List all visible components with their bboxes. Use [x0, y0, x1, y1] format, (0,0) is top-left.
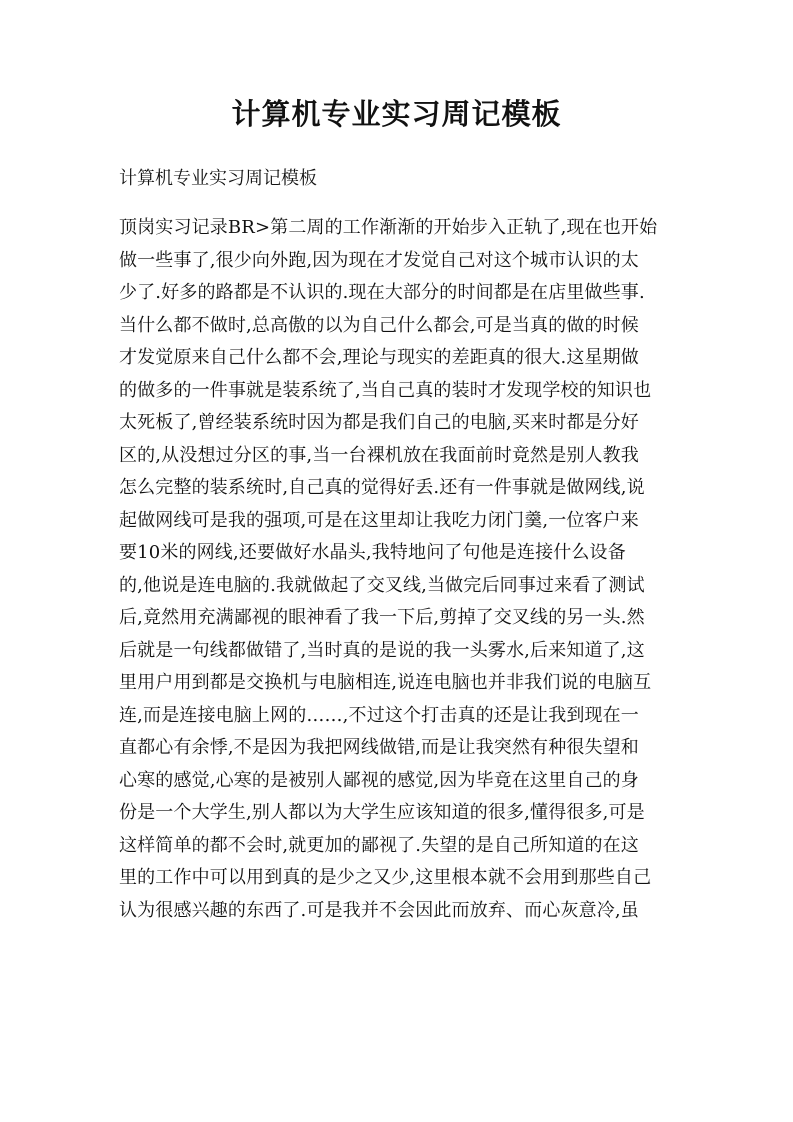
paragraph-line: 要10米的网线,还要做好水晶头,我特地问了句他是连接什么设备	[119, 542, 626, 563]
paragraph-line: 认为很感兴趣的东西了.可是我并不会因此而放弃、而心灰意冷,虽	[119, 899, 639, 921]
paragraph-line: 起做网线可是我的强项,可是在这里却让我吃力闭门羹,一位客户来	[119, 509, 639, 531]
paragraph-line: 后,竟然用充满鄙视的眼神看了我一下后,剪掉了交叉线的另一头.然	[119, 607, 645, 628]
paragraph-line: 心寒的感觉,心寒的是被别人鄙视的感觉,因为毕竟在这里自己的身	[119, 769, 639, 791]
paragraph-line: 做一些事了,很少向外跑,因为现在才发觉自己对这个城市认识的太	[119, 249, 639, 271]
document-subtitle: 计算机专业实习周记模板	[119, 168, 317, 189]
document-title: 计算机专业实习周记模板	[231, 97, 562, 131]
body-paragraph	[119, 212, 677, 927]
paragraph-line: 的,他说是连电脑的.我就做起了交叉线,当做完后同事过来看了测试	[119, 574, 645, 596]
paragraph-line: 份是一个大学生,别人都以为大学生应该知道的很多,懂得很多,可是	[119, 802, 645, 823]
paragraph-line: 怎么完整的装系统时,自己真的觉得好丢.还有一件事就是做网线,说	[119, 477, 645, 498]
paragraph-line: 连,而是连接电脑上网的……,不过这个打击真的还是让我到现在一	[119, 704, 639, 726]
paragraph-line: 太死板了,曾经装系统时因为都是我们自己的电脑,买来时都是分好	[119, 412, 639, 433]
paragraph-line: 后就是一句线都做错了,当时真的是说的我一头雾水,后来知道了,这	[119, 639, 645, 661]
paragraph-line: 的做多的一件事就是装系统了,当自己真的装时才发现学校的知识也	[119, 379, 652, 401]
paragraph-line: 才发觉原来自己什么都不会,理论与现实的差距真的很大.这星期做	[119, 347, 639, 368]
paragraph-line: 里的工作中可以用到真的是少之又少,这里根本就不会用到那些自己	[119, 867, 652, 888]
paragraph-line: 区的,从没想过分区的事,当一台裸机放在我面前时竟然是别人教我	[119, 444, 639, 466]
paragraph-line: 顶岗实习记录BR>第二周的工作渐渐的开始步入正轨了,现在也开始	[119, 217, 658, 238]
paragraph-line: 这样简单的都不会时,就更加的鄙视了.失望的是自己所知道的在这	[119, 834, 639, 856]
paragraph-line: 直都心有余悸,不是因为我把网线做错,而是让我突然有种很失望和	[119, 737, 639, 758]
paragraph-line: 少了.好多的路都是不认识的.现在大部分的时间都是在店里做些事.	[119, 282, 645, 303]
paragraph-line: 里用户用到都是交换机与电脑相连,说连电脑也并非我们说的电脑互	[119, 672, 652, 693]
paragraph-line: 当什么都不做时,总高傲的以为自己什么都会,可是当真的做的时候	[119, 314, 639, 336]
